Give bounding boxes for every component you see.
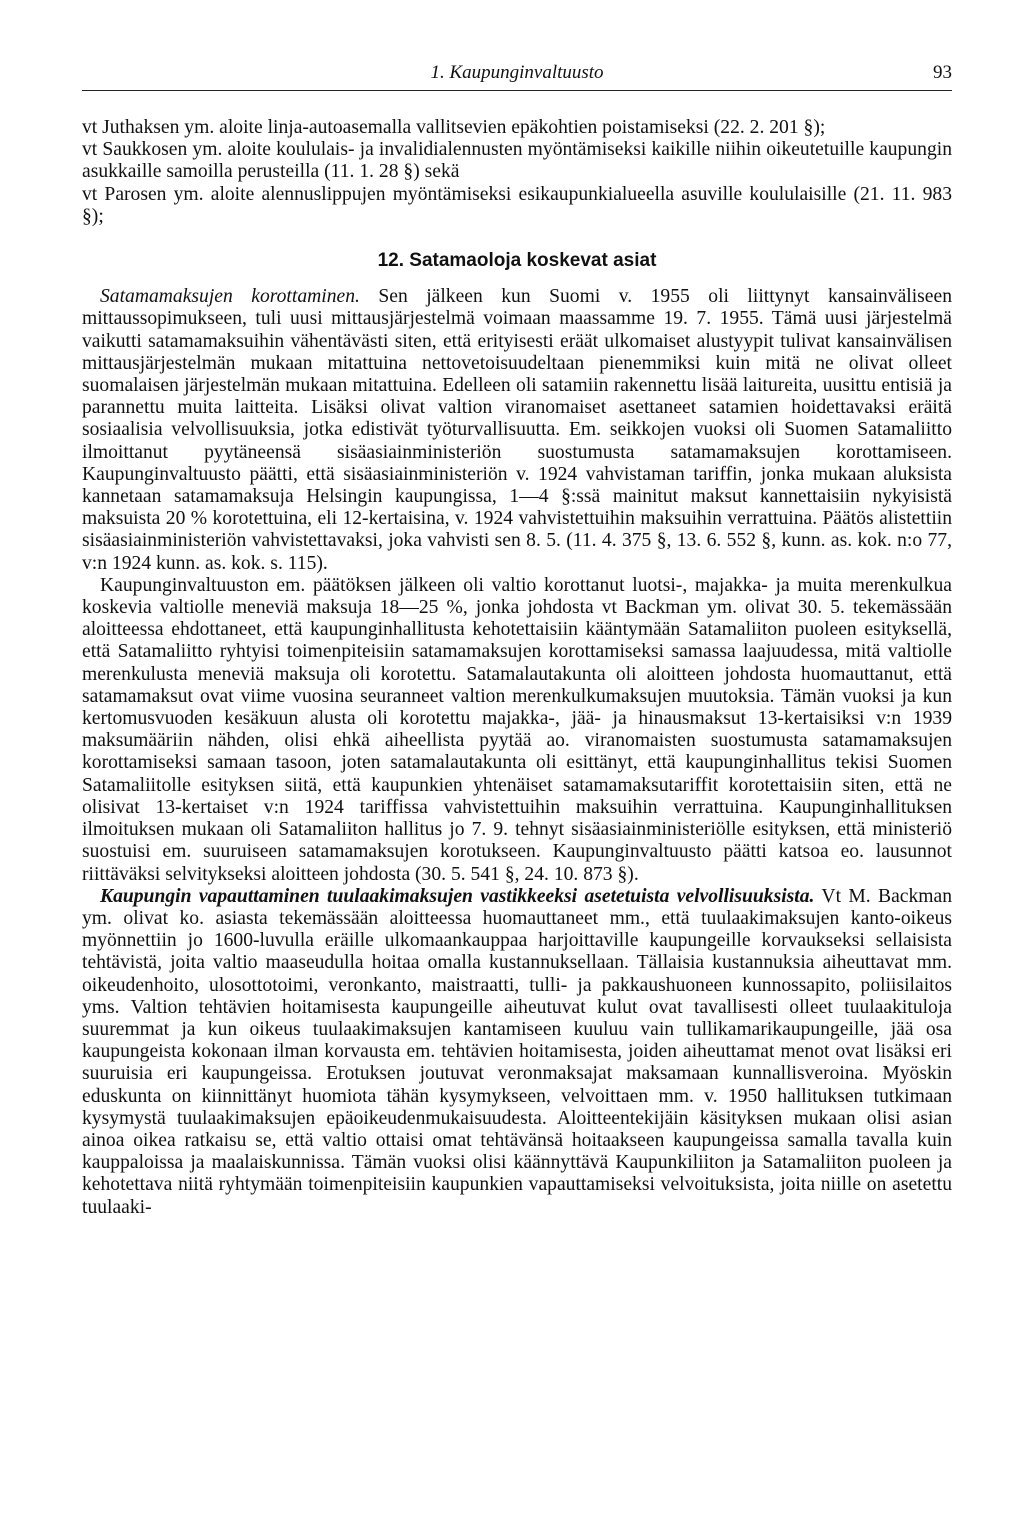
intro-item: vt Juthaksen ym. aloite linja-autoasemalla vallitsevien epäkohtien poistamiseksi (22. 2. 201 §); xyxy=(82,117,826,138)
running-title: 1. Kaupunginvaltuusto xyxy=(430,62,604,83)
intro-item: vt Saukkosen ym. aloite koululais- ja invalidialennusten myöntämiseksi kaikille niihin oikeutetuille kaupungin asukkaille samoilla perusteilla (11. 1. 28 §) sekä xyxy=(82,139,952,183)
paragraph-title: Satamamaksujen korottaminen. xyxy=(100,286,360,308)
paragraph xyxy=(82,286,952,575)
paragraph xyxy=(82,575,952,886)
paragraph-title: Kaupungin vapauttaminen tuulaakimaksujen vastikkeeksi asetetuista velvollisuuksista. xyxy=(100,885,815,907)
paragraph-text: Kaupunginvaltuuston em. päätöksen jälkeen oli valtio korottanut luotsi-, majakka- ja muita merenkulkua koskevia valtiolle meneviä maksuja 18—25 %, jonka johdosta vt Backman ym. olivat 30. 5. tekemässään aloitteessa ehdottaneet, että kaupunginhallitusta kehotettaisiin kääntymään Satamaliiton puoleen esityksellä, että Satamaliitto ryhtyisi toimenpiteisiin satamamaksujen korottamiseksi samassa laajuudessa, mitä valtiolle merenkulusta meneviä maksuja oli korotettu. Satamalautakunta oli aloitteen johdosta huomauttanut, että satamamaksut ovat viime vuosina seuranneet valtion merenkulkumaksujen muutoksia. Tämän vuoksi ja kun kertomusvuoden kesäkuun alusta oli korotettu majakka-, jää- ja hinausmaksut 13-kertaisiksi v:n 1939 maksumääriin nähden, olisi ehkä aiheellista pyytää ao. viranomaisten suostumusta satamamaksujen korottamiseksi samaan tasoon, joten satamalautakunta oli esittänyt, että kaupunginhallitus tekisi Suomen Satamaliitolle esityksen siitä, että kaupunkien yhtenäiset satamamaksutariffit korotettaisiin siten, että ne olisivat 13-kertaiset v:n 1924 tariffissa vahvistettuihin maksuihin verrattuina. Kaupunginhallituksen ilmoituksen mukaan oli Satamaliiton hallitus jo 7. 9. tehnyt sisäasiainministeriölle esityksen, että ministeriö suostuisi em. suuruiseen satamamaksujen korotukseen. Kaupunginvaltuusto päätti katsoa eo. lausunnot riittäväksi selvitykseksi aloitteen johdosta (30. 5. 541 §, 24. 10. 873 §). xyxy=(82,574,952,885)
body-text xyxy=(82,117,952,1219)
page-number: 93 xyxy=(933,62,952,83)
paragraph xyxy=(82,886,952,1219)
intro-list xyxy=(82,117,952,228)
paragraph-text: Sen jälkeen kun Suomi v. 1955 oli liittynyt kansainväliseen mittaussopimukseen, tuli uusi mittausjärjestelmä voimaan maassamme 19. 7. 1955. Tämä uusi järjestelmä vaikutti satamamaksuihin vähentävästi siten, että erityisesti eräät ulkomaiset alustyypit tulivat kansainvälisen mittausjärjestelmän mukaan mitattuina nettovetoisuudeltaan pienemmiksi kuin mitä ne olivat olleet suomalaisen järjestelmän mukaan mitattuina. Edelleen oli satamiin rakennettu lisää laitureita, uusittu entisiä ja parannettu muita laitteita. Lisäksi olivat valtion viranomaiset asettaneet satamien hoidettavaksi eräitä sosiaalisia velvollisuuksia, jotka edistivät työturvallisuutta. Em. seikkojen vuoksi oli Suomen Satamaliitto ilmoittanut pyytäneensä sisäasiainministeriön suostumusta satamamaksujen korottamiseen. Kaupunginvaltuusto päätti, että sisäasiainministeriön v. 1924 vahvistaman tariffin, jonka mukaan aluksista kannetaan satamamaksuja Helsingin kaupungissa, 1—4 §:ssä mainitut maksut kannettaisiin nykyisistä maksuista 20 % korotettuina, eli 12-kertaisina, v. 1924 vahvistettuihin maksuihin verrattuina. Päätös alistettiin sisäasiainministeriön vahvistettavaksi, joka vahvisti sen 8. 5. (11. 4. 375 §, 13. 6. 552 §, kunn. as. kok. n:o 77, v:n 1924 kunn. as. kok. s. 115). xyxy=(82,286,952,574)
paragraph-text: Vt M. Backman ym. olivat ko. asiasta tekemässään aloitteessa huomauttaneet mm., että tuulaakimaksujen kanto-oikeus myönnettiin jo 1600-luvulla eräille ulkomaankauppaa harjoittaville kaupungeille korvaukseksi sellaisista tehtävistä, joita valtio maaseudulla hoitaa omalla kustannuksellaan. Tällaisia kustannuksia aiheuttavat mm. oikeudenhoito, ulosottotoimi, veronkanto, maistraatti, tulli- ja pakkaushuoneen kunnossapito, poliisilaitos yms. Valtion tehtävien hoitamisesta kaupungeille aiheutuvat kulut ovat tavallisesti olleet tuulaakituloja suuremmat ja kun oikeus tuulaakimaksujen kantamiseen kuuluu vain tullikamarikaupungeille, jää osa kaupungeista kokonaan ilman korvausta em. tehtävien hoitamisesta, joiden aiheuttamat menot ovat lisäksi eri suuruisia eri kaupungeissa. Erotuksen joutuvat veronmaksajat maksamaan kunnallisveroina. Myöskin eduskunta on kiinnittänyt huomiota tähän kysymykseen, velvoittaen mm. v. 1950 hallituksen tutkimaan kysymystä tuulaakimaksujen epäoikeudenmukaisuudesta. Aloitteentekijäin käsityksen mukaan olisi asian ainoa oikea ratkaisu se, että valtio ottaisi omat tehtävänsä hoitaakseen kaupungeissa samalla tavalla kuin kauppaloissa ja maalaiskunnissa. Tämän vuoksi olisi käännyttävä Kaupunkiliiton ja Satamaliiton puoleen ja kehotettava niitä ryhtymään toimenpiteisiin kaupunkien vapauttamiseksi velvoituksista, joita niille on asetettu tuulaaki- xyxy=(82,885,953,1218)
running-header xyxy=(82,62,952,91)
intro-item: vt Parosen ym. aloite alennuslippujen myöntämiseksi esikaupunkialueella asuville koululaisille (21. 11. 983 §); xyxy=(82,183,952,227)
section-heading: 12. Satamaoloja koskevat asiat xyxy=(377,250,657,272)
